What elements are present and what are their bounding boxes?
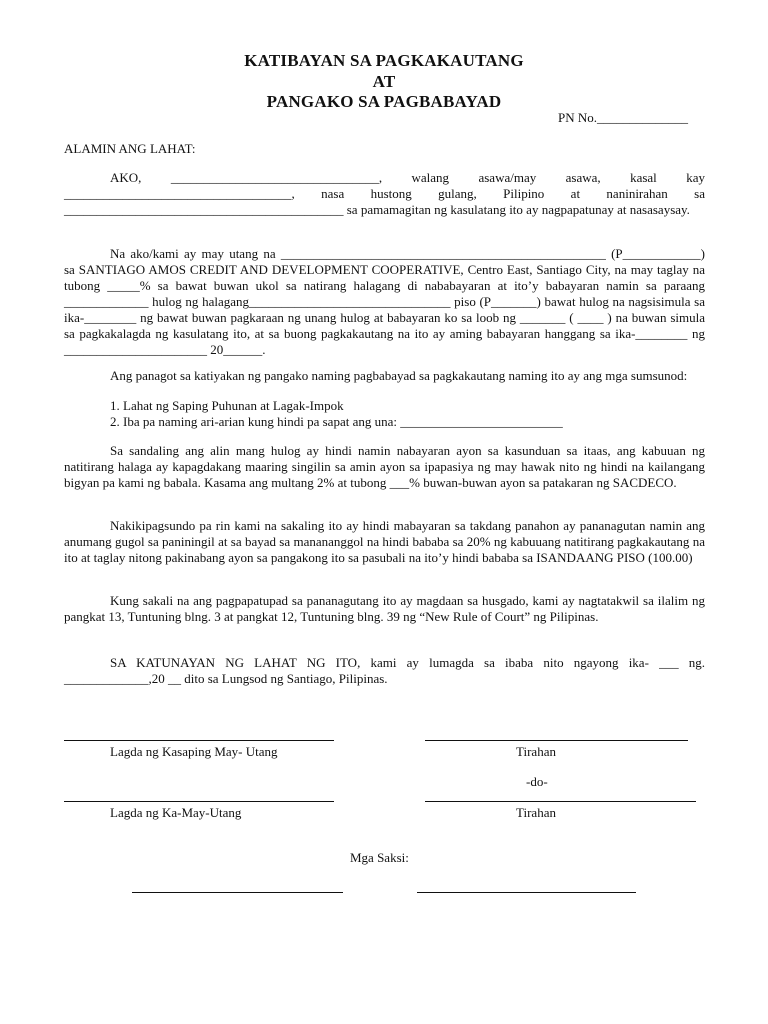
paragraph-loan-terms-text: Na ako/kami ay may utang na __________________________________________________ (P____________) sa SANTIAGO AMOS CREDIT AND DEVELOPMENT COOPERATIVE, Centro East, Santiago City, na may taglay na tubong _____% sa bawat buwan ukol sa natirang halagang di nababayaran at ito’y babayaran namin sa paraang _____________ hulog ng halagang_______________________________ piso (P_______) bawat hulog na nagsisimula sa ika-________ ng bawat buwan pagkaraan ng unang hulog at babayaran ko sa loob ng _______ ( ____ ) na buwan simula sa pagkakalagda ng kasulatang ito, at sa buong pagkakautang na ito ay aming babayaran hanggang sa ika-________ ng ______________________ 20______. [64,246,705,357]
paragraph-court-waiver-text: Kung sakali na ang pagpapatupad sa pananagutang ito ay magdaan sa husgado, kami ay nagtatakwil sa ilalim ng pangkat 13, Tuntuning blng. 3 at pangkat 12, Tuntuning blng. 39 ng “New Rule of Court” ng Pilipinas. [64,593,705,624]
paragraph-attestation [64,655,705,687]
paragraph-collection-costs-text: Nakikipagsundo pa rin kami na sakaling ito ay hindi mabayaran sa takdang panahon ay pananagutan namin ang anumang gugol sa paniningil at sa bayad sa manananggol na hindi bababa sa 20% ng kabuuang natitirang pagkakautang na ito at taglay nitong pakinabang ayon sa pangakong ito sa pasubali na ito’y hindi bababa sa ISANDAANG PISO (100.00) [64,518,705,565]
co-debtor-signature-label: Lagda ng Ka-May-Utang [110,805,242,820]
witness-signature-line-1 [132,892,343,893]
paragraph-default-text: Sa sandaling ang alin mang hulog ay hindi namin nabayaran ayon sa kasunduan sa itaas, ang kabuuan ng natitirang halaga ay kapagdakang maaring singilin sa amin ayon sa ipapasiya ng may hawak nito ng hindi na kailangang bigyan pa kami ng babala. Kasama ang multang 2% at tubong ___% buwan-buwan ayon sa patakaran ng SACDECO. [64,443,705,490]
witness-signature-line-2 [417,892,636,893]
address-label-2: Tirahan [516,805,556,820]
paragraph-attestation-text: SA KATUNAYAN NG LAHAT NG ITO, kami ay lumagda sa ibaba nito ngayong ika- ___ ng. _____________,20 __ dito sa Lungsod ng Santiago, Pilipinas. [64,655,705,686]
collateral-list [110,398,563,430]
witnesses-label: Mga Saksi: [350,850,409,865]
title-line-2: AT [372,72,396,91]
pn-number-label: PN No.______________ [558,110,689,125]
paragraph-court-waiver [64,593,705,625]
paragraph-declaration [64,170,705,218]
paragraph-loan-terms [64,246,705,358]
list-item: 1. Lahat ng Saping Puhunan at Lagak-Impok [110,398,344,413]
title-line-3: PANGAKO SA PAGBABAYAD [266,92,502,111]
title-line-1: KATIBAYAN SA PAGKAKAUTANG [244,51,524,70]
address-line-1 [425,740,688,741]
salutation: ALAMIN ANG LAHAT: [64,141,196,156]
paragraph-declaration-text: AKO, ________________________________, walang asawa/may asawa, kasal kay ___________________________________, nasa hustong gulang, Pilipino at naninirahan sa ___________________________________________ sa pamamagitan ng kasulatang ito ay nagpapatunay at nasasaysay. [64,170,705,217]
address-line-2 [425,801,696,802]
paragraph-default [64,443,705,491]
debtor-signature-line [64,740,334,741]
list-item: 2. Iba pa naming ari-arian kung hindi pa sapat ang una: _________________________ [110,414,563,429]
address-label-1: Tirahan [516,744,556,759]
paragraph-collateral-text: Ang panagot sa katiyakan ng pangako naming pagbabayad sa pagkakautang naming ito ay ang mga sumsunod: [110,368,688,383]
debtor-signature-label: Lagda ng Kasaping May- Utang [110,744,278,759]
paragraph-collateral [64,368,705,384]
ditto-label: -do- [526,774,548,789]
paragraph-collection-costs [64,518,705,566]
co-debtor-signature-line [64,801,334,802]
